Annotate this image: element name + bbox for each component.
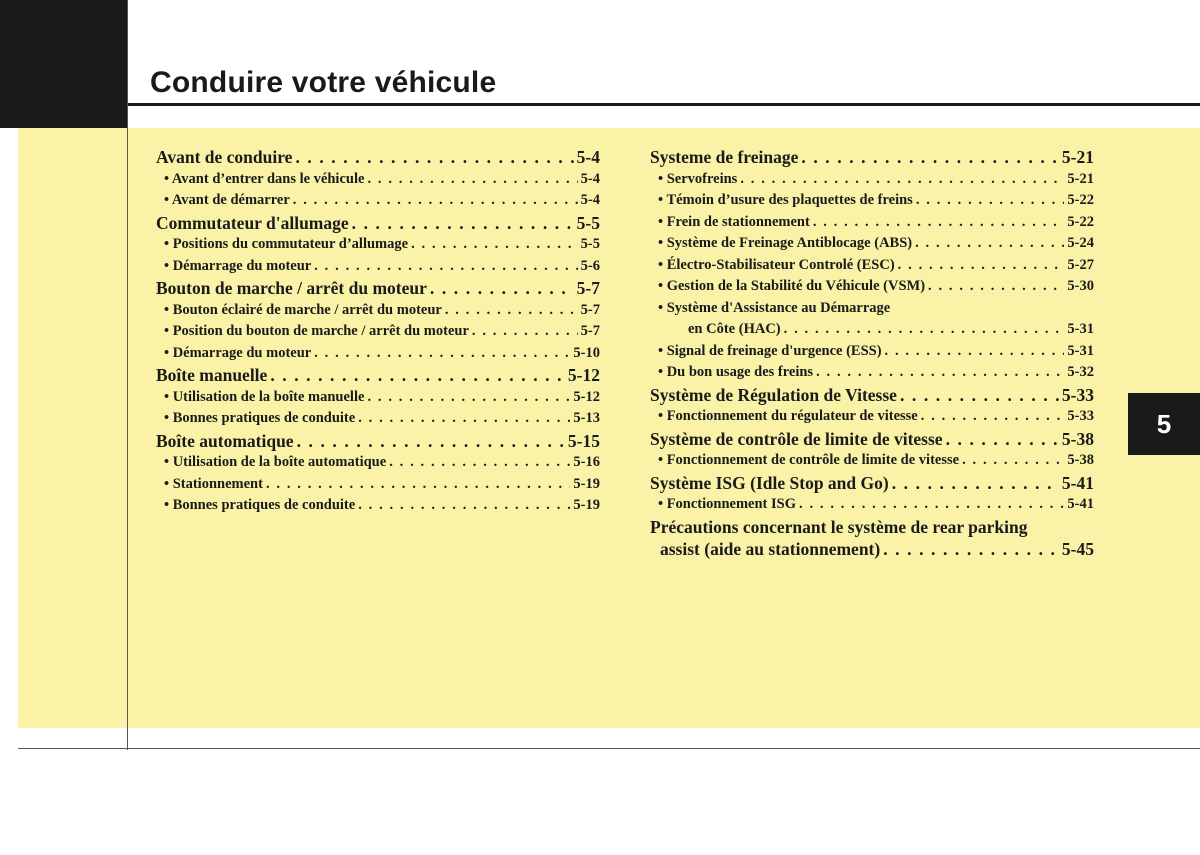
dot-leader — [816, 362, 1064, 384]
toc-entry-label: • Système d'Assistance au Démarrage — [658, 299, 891, 316]
toc-entry-label: • Positions du commutateur d’allumage — [164, 236, 409, 252]
toc-entry-label: • Signal de freinage d'urgence (ESS) — [658, 342, 882, 359]
toc-entry[interactable] — [156, 300, 600, 322]
toc-entry-page: 5-12 — [567, 365, 600, 385]
toc-entry[interactable] — [650, 341, 1094, 363]
toc-entry-page: 5-32 — [1067, 364, 1094, 380]
toc-left-column — [156, 146, 600, 517]
toc-entry[interactable] — [650, 276, 1094, 298]
toc-entry[interactable] — [650, 494, 1094, 516]
toc-entry-page: 5-22 — [1067, 192, 1094, 208]
toc-entry-label: Précautions concernant le système de rear parking — [650, 516, 1028, 537]
toc-entry-label: • Gestion de la Stabilité du Véhicule (VSM) — [658, 278, 926, 294]
dot-leader — [962, 450, 1064, 472]
toc-entry[interactable] — [156, 364, 600, 387]
dot-leader — [946, 428, 1059, 451]
toc-entry-page: 5-41 — [1061, 472, 1094, 493]
toc-entry-page: 5-22 — [1067, 213, 1094, 230]
toc-entry-label: • Système de Freinage Antiblocage (ABS) — [658, 235, 913, 251]
toc-entry-label: Boîte automatique — [156, 430, 294, 451]
toc-entry[interactable] — [156, 256, 600, 278]
toc-right-column — [650, 146, 1094, 561]
toc-entry[interactable] — [650, 233, 1094, 255]
dot-leader — [916, 190, 1065, 212]
toc-entry-label: • Utilisation de la boîte manuelle — [164, 388, 365, 405]
toc-entry[interactable] — [156, 387, 600, 409]
toc-entry-label: • Démarrage du moteur — [164, 344, 312, 361]
dot-leader — [295, 146, 573, 169]
toc-entry[interactable] — [650, 472, 1094, 495]
toc-entry[interactable] — [650, 212, 1094, 234]
dot-leader — [883, 538, 1059, 561]
toc-entry-label: • Fonctionnement ISG — [658, 496, 796, 512]
toc-entry[interactable] — [650, 169, 1094, 191]
toc-entry-label: • Bonnes pratiques de conduite — [164, 410, 356, 426]
dot-leader — [389, 452, 570, 474]
toc-entry[interactable] — [650, 406, 1094, 428]
toc-entry[interactable] — [650, 298, 1094, 320]
toc-entry-page: 5-33 — [1061, 384, 1094, 405]
toc-entry-page: 5-27 — [1067, 256, 1094, 273]
toc-entry[interactable] — [650, 450, 1094, 472]
title-underline — [128, 103, 1200, 106]
toc-entry-page: 5-38 — [1061, 428, 1094, 449]
dot-leader — [430, 277, 574, 300]
dot-leader — [740, 169, 1064, 191]
dot-leader — [270, 364, 565, 387]
toc-entry-page: 5-7 — [576, 278, 600, 298]
toc-entry-page: 5-38 — [1067, 452, 1094, 468]
toc-entry-label: en Côte (HAC) — [688, 321, 781, 337]
toc-entry-page: 5-33 — [1067, 408, 1094, 424]
toc-entry-page: 5-5 — [576, 212, 600, 233]
toc-entry[interactable] — [156, 277, 600, 300]
toc-entry-label: Systeme de freinage — [650, 147, 799, 167]
toc-entry-label: Système de contrôle de limite de vitesse — [650, 428, 943, 449]
toc-entry[interactable] — [156, 474, 600, 496]
dot-leader — [358, 495, 570, 517]
toc-entry[interactable] — [650, 516, 1094, 539]
chapter-tab[interactable]: 5 — [1128, 393, 1200, 455]
vertical-rule — [127, 0, 128, 750]
toc-entry-label: • Servofreins — [658, 170, 738, 187]
toc-entry[interactable] — [650, 146, 1094, 169]
dot-leader — [915, 233, 1064, 255]
toc-entry-page: 5-19 — [573, 475, 600, 492]
dot-leader — [352, 212, 574, 235]
dot-leader — [472, 321, 578, 343]
toc-entry[interactable] — [650, 319, 1094, 341]
toc-entry-label: • Avant de démarrer — [164, 192, 290, 208]
toc-entry-label: • Fonctionnement de contrôle de limite de vitesse — [658, 452, 960, 468]
toc-entry-page: 5-21 — [1067, 170, 1094, 187]
toc-entry[interactable] — [156, 343, 600, 365]
dot-leader — [367, 169, 577, 191]
toc-entry[interactable] — [156, 234, 600, 256]
toc-entry[interactable] — [650, 362, 1094, 384]
toc-entry-label: Système de Régulation de Vitesse — [650, 384, 897, 405]
dot-leader — [928, 276, 1064, 298]
toc-entry-label: • Bonnes pratiques de conduite — [164, 497, 356, 513]
toc-entry-label: • Avant d’entrer dans le véhicule — [164, 170, 365, 187]
dot-leader — [900, 384, 1059, 407]
toc-entry-page: 5-41 — [1067, 496, 1094, 512]
toc-entry-page: 5-13 — [573, 410, 600, 426]
toc-entry[interactable] — [156, 430, 600, 453]
toc-entry[interactable] — [650, 255, 1094, 277]
toc-entry-page: 5-16 — [573, 454, 600, 470]
dot-leader — [799, 494, 1064, 516]
toc-entry-label: assist (aide au stationnement) — [660, 539, 881, 559]
toc-entry-page: 5-4 — [580, 170, 600, 187]
toc-entry-page: 5-4 — [576, 147, 600, 167]
toc-entry-label: • Bouton éclairé de marche / arrêt du moteur — [164, 301, 442, 318]
dot-leader — [293, 190, 578, 212]
toc-entry-label: Système ISG (Idle Stop and Go) — [650, 472, 889, 493]
toc-entry-page: 5-21 — [1061, 147, 1094, 167]
dot-leader — [411, 234, 578, 256]
toc-entry-page: 5-4 — [580, 192, 600, 208]
toc-entry-page: 5-6 — [580, 257, 600, 274]
dot-leader — [801, 146, 1059, 169]
toc-entry-label: • Stationnement — [164, 475, 263, 492]
toc-entry[interactable] — [650, 384, 1094, 407]
toc-entry[interactable] — [650, 538, 1094, 561]
toc-entry-label: Boîte manuelle — [156, 365, 268, 385]
toc-entry-page: 5-5 — [580, 236, 600, 252]
dot-leader — [813, 212, 1065, 234]
toc-entry-label: • Position du bouton de marche / arrêt du moteur — [164, 323, 469, 339]
toc-entry[interactable] — [156, 408, 600, 430]
toc-entry[interactable] — [156, 495, 600, 517]
toc-entry-page: 5-12 — [573, 388, 600, 405]
toc-entry-label: Avant de conduire — [156, 147, 293, 167]
toc-entry-label: Commutateur d'allumage — [156, 212, 349, 233]
dot-leader — [784, 319, 1065, 341]
toc-entry[interactable] — [156, 146, 600, 169]
dot-leader — [367, 387, 570, 409]
toc-entry[interactable] — [650, 428, 1094, 451]
toc-entry-label: • Témoin d’usure des plaquettes de freins — [658, 192, 913, 208]
toc-entry[interactable] — [156, 190, 600, 212]
toc-entry-page: 5-45 — [1061, 539, 1094, 559]
toc-entry-page: 5-7 — [580, 301, 600, 318]
dot-leader — [892, 472, 1059, 495]
dot-leader — [885, 341, 1065, 363]
dot-leader — [314, 256, 577, 278]
toc-entry-label: • Frein de stationnement — [658, 213, 810, 230]
toc-entry-page: 5-10 — [573, 344, 600, 361]
dot-leader — [921, 406, 1065, 428]
toc-entry-label: • Du bon usage des freins — [658, 364, 814, 380]
toc-entry-page: 5-24 — [1067, 235, 1094, 251]
toc-entry-page: 5-31 — [1067, 321, 1094, 337]
toc-entry[interactable] — [156, 212, 600, 235]
toc-entry-page: 5-30 — [1067, 278, 1094, 294]
dot-leader — [266, 474, 570, 496]
dot-leader — [358, 408, 570, 430]
toc-entry-label: • Électro-Stabilisateur Controlé (ESC) — [658, 256, 895, 273]
bottom-rule — [18, 748, 1200, 749]
toc-entry-label: • Fonctionnement du régulateur de vitesse — [658, 408, 918, 424]
toc-entry-page: 5-31 — [1067, 342, 1094, 359]
toc-entry-page: 5-7 — [580, 323, 600, 339]
dot-leader — [898, 255, 1065, 277]
toc-entry-page: 5-15 — [567, 430, 600, 451]
toc-entry-page: 5-19 — [573, 497, 600, 513]
toc-entry[interactable] — [156, 321, 600, 343]
toc-entry-label: Bouton de marche / arrêt du moteur — [156, 278, 427, 298]
toc-entry-label: • Démarrage du moteur — [164, 257, 312, 274]
toc-entry[interactable] — [156, 452, 600, 474]
toc-entry[interactable] — [156, 169, 600, 191]
page-title: Conduire votre véhicule — [150, 66, 497, 99]
corner-block — [0, 0, 128, 128]
dot-leader — [445, 300, 578, 322]
dot-leader — [297, 430, 565, 453]
dot-leader — [314, 343, 570, 365]
toc-entry[interactable] — [650, 190, 1094, 212]
toc-entry-label: • Utilisation de la boîte automatique — [164, 454, 387, 470]
